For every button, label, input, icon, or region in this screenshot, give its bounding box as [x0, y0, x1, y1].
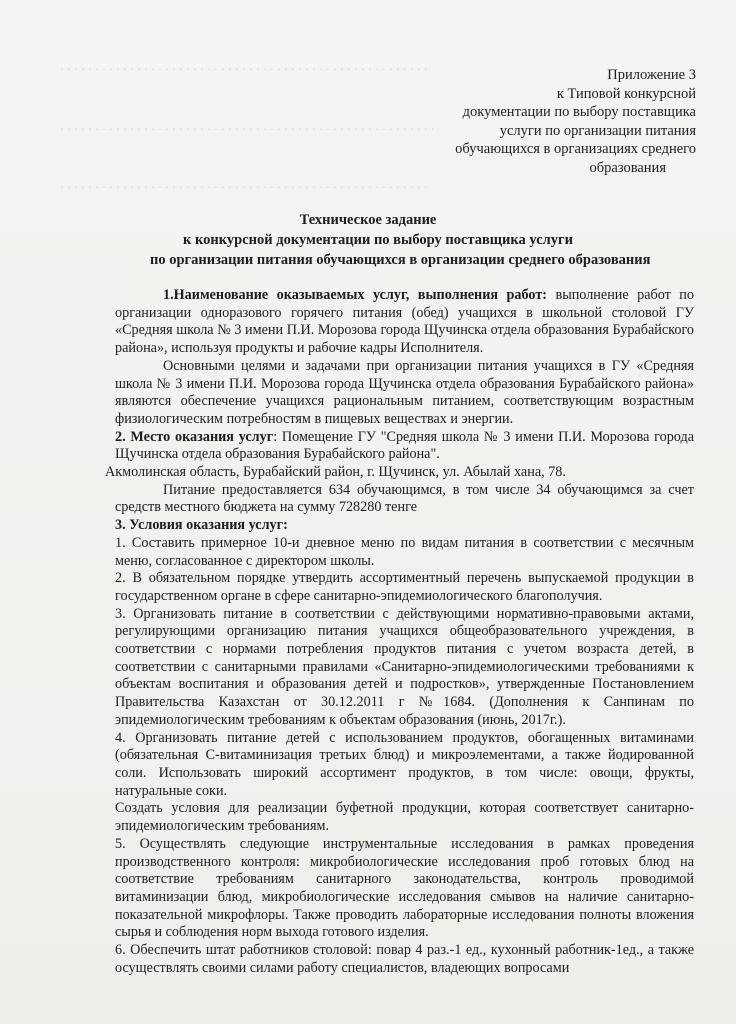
show-through-text: · · · · · · · · · · · · · · · · · · · · · · · · · · · · · · · · · · · · · · · · · · · · · · · · · · · · · · — [60, 122, 435, 136]
section-2-address: Акмолинская область, Бурабайский район, г. Щучинск, ул. Абылай хана, 78. — [105, 464, 566, 481]
appendix-line: к Типовой конкурсной — [556, 85, 696, 102]
condition-item: 3. Организовать питание в соответствии с действующими нормативно-правовыми актами, регулирующими организацию питания учащихся общеобразовательного учреждения, в соответствии с нормами потребления продуктов питания с учетом возраста детей, в соответствии с санитарными правилами «Санитарно-эпидемиологическими требованиями к объектам воспитания и образования детей и подростков», утвержденные Постановлением Правительства Казахстан от 30.12.2011 г №1684. (Дополнения к Санпинам по эпидемиологическим требованиям к объектам образования (июнь, 2017г.). — [115, 605, 694, 728]
appendix-line: услуги по организации питания — [499, 122, 696, 139]
section-text: : Помещение ГУ "Средняя школа № 3 имени П.И. Морозова города Щучинска отдела образования Бурабайского района". — [115, 428, 695, 463]
condition-item: Создать условия для реализации буфетной продукции, которая соответствует санитарно-эпидемиологическим требованиям. — [115, 800, 694, 835]
section-text: выполнение работ по организации одноразового горячего питания (обед) учащихся в школьной столовой ГУ «Средняя школа № 3 имени П.И. Морозова города Щучинска отдела образования Бурабайского района», используя продукты и рабочие кадры Исполнителя. — [115, 287, 694, 357]
title-line: к конкурсной документации по выбору поставщика услуги — [183, 232, 573, 248]
document-body — [105, 287, 695, 977]
document-title — [0, 210, 736, 270]
condition-item: 2. В обязательном порядке утвердить ассортиментный перечень выпускаемой продукции в государственном органе в сфере санитарно-эпидемиологического благополучия. — [115, 570, 694, 604]
section-heading: 2. Место оказания услуг — [115, 428, 274, 445]
section-heading: 1.Наименование оказываемых услуг, выполнения работ: — [163, 287, 548, 303]
appendix-line: документации по выбору поставщика — [462, 104, 696, 121]
title-line: по организации питания обучающихся в организации среднего образования — [150, 252, 651, 268]
appendix-line: обучающихся в организациях среднего — [455, 141, 696, 158]
section-1 — [115, 287, 694, 358]
section-2 — [115, 429, 694, 464]
condition-item: 5. Осуществлять следующие инструментальные исследования в рамках проведения производственного контроля: микробиологические исследования проб готовых блюд на соответствие требованиям санитарного законодательства, контроль проводимой витаминизации блюд, микробиологические исследования смывов на наличие санитарно-показательной микрофлоры. Также проводить лабораторные исследования полноты вложения сырья и соблюдения норм выхода готового изделия. — [115, 835, 694, 941]
show-through-text: · · · · · · · · · · · · · · · · · · · · · · · · · · · · · · · · · · · · · · · · · · · · · · · · · · · · · — [60, 180, 428, 194]
appendix-line: образования — [589, 159, 666, 176]
condition-item: 6. Обеспечить штат работников столовой: повар 4 раз.-1 ед., кухонный работник-1ед., а также осуществлять своими силами работу специалистов, владеющих вопросами — [115, 942, 694, 976]
condition-item: 1. Составить примерное 10-и дневное меню по видам питания в соответствии с месячным меню, согласованное с директором школы. — [115, 534, 694, 569]
title-line: Техническое задание — [299, 212, 437, 228]
appendix-header — [396, 66, 696, 178]
section-2-funding: Питание предоставляется 634 обучающимся, в том числе 34 обучающимся за счет средств местного бюджета на сумму 728280 тенге — [115, 481, 694, 516]
section-3-heading: 3. Условия оказания услуг: — [115, 517, 288, 534]
condition-item: 4. Организовать питание детей с использованием продуктов, обогащенных витаминами (обязательная С-витаминизация третьих блюд) и микроэлементами, а также йодированной соли. Использовать широкий ассортимент продуктов, в том числе: овощи, фрукты, натуральные соки. — [115, 729, 694, 799]
show-through-text: · · · · · · · · · · · · · · · · · · · · · · · · · · · · · · · · · · · · · · · · · · · · · · · · · · · · · — [60, 62, 428, 76]
section-1-goals: Основными целями и задачами при организации питания учащихся в ГУ «Средняя школа № 3 имени П.И. Морозова города Щучинска отдела образования Бурабайского района» являются обеспечение учащихся рациональным питанием, соответствующим возрастным физиологическим потребностям в пищевых веществах и энергии. — [115, 357, 694, 427]
appendix-line: Приложение 3 — [607, 67, 696, 83]
